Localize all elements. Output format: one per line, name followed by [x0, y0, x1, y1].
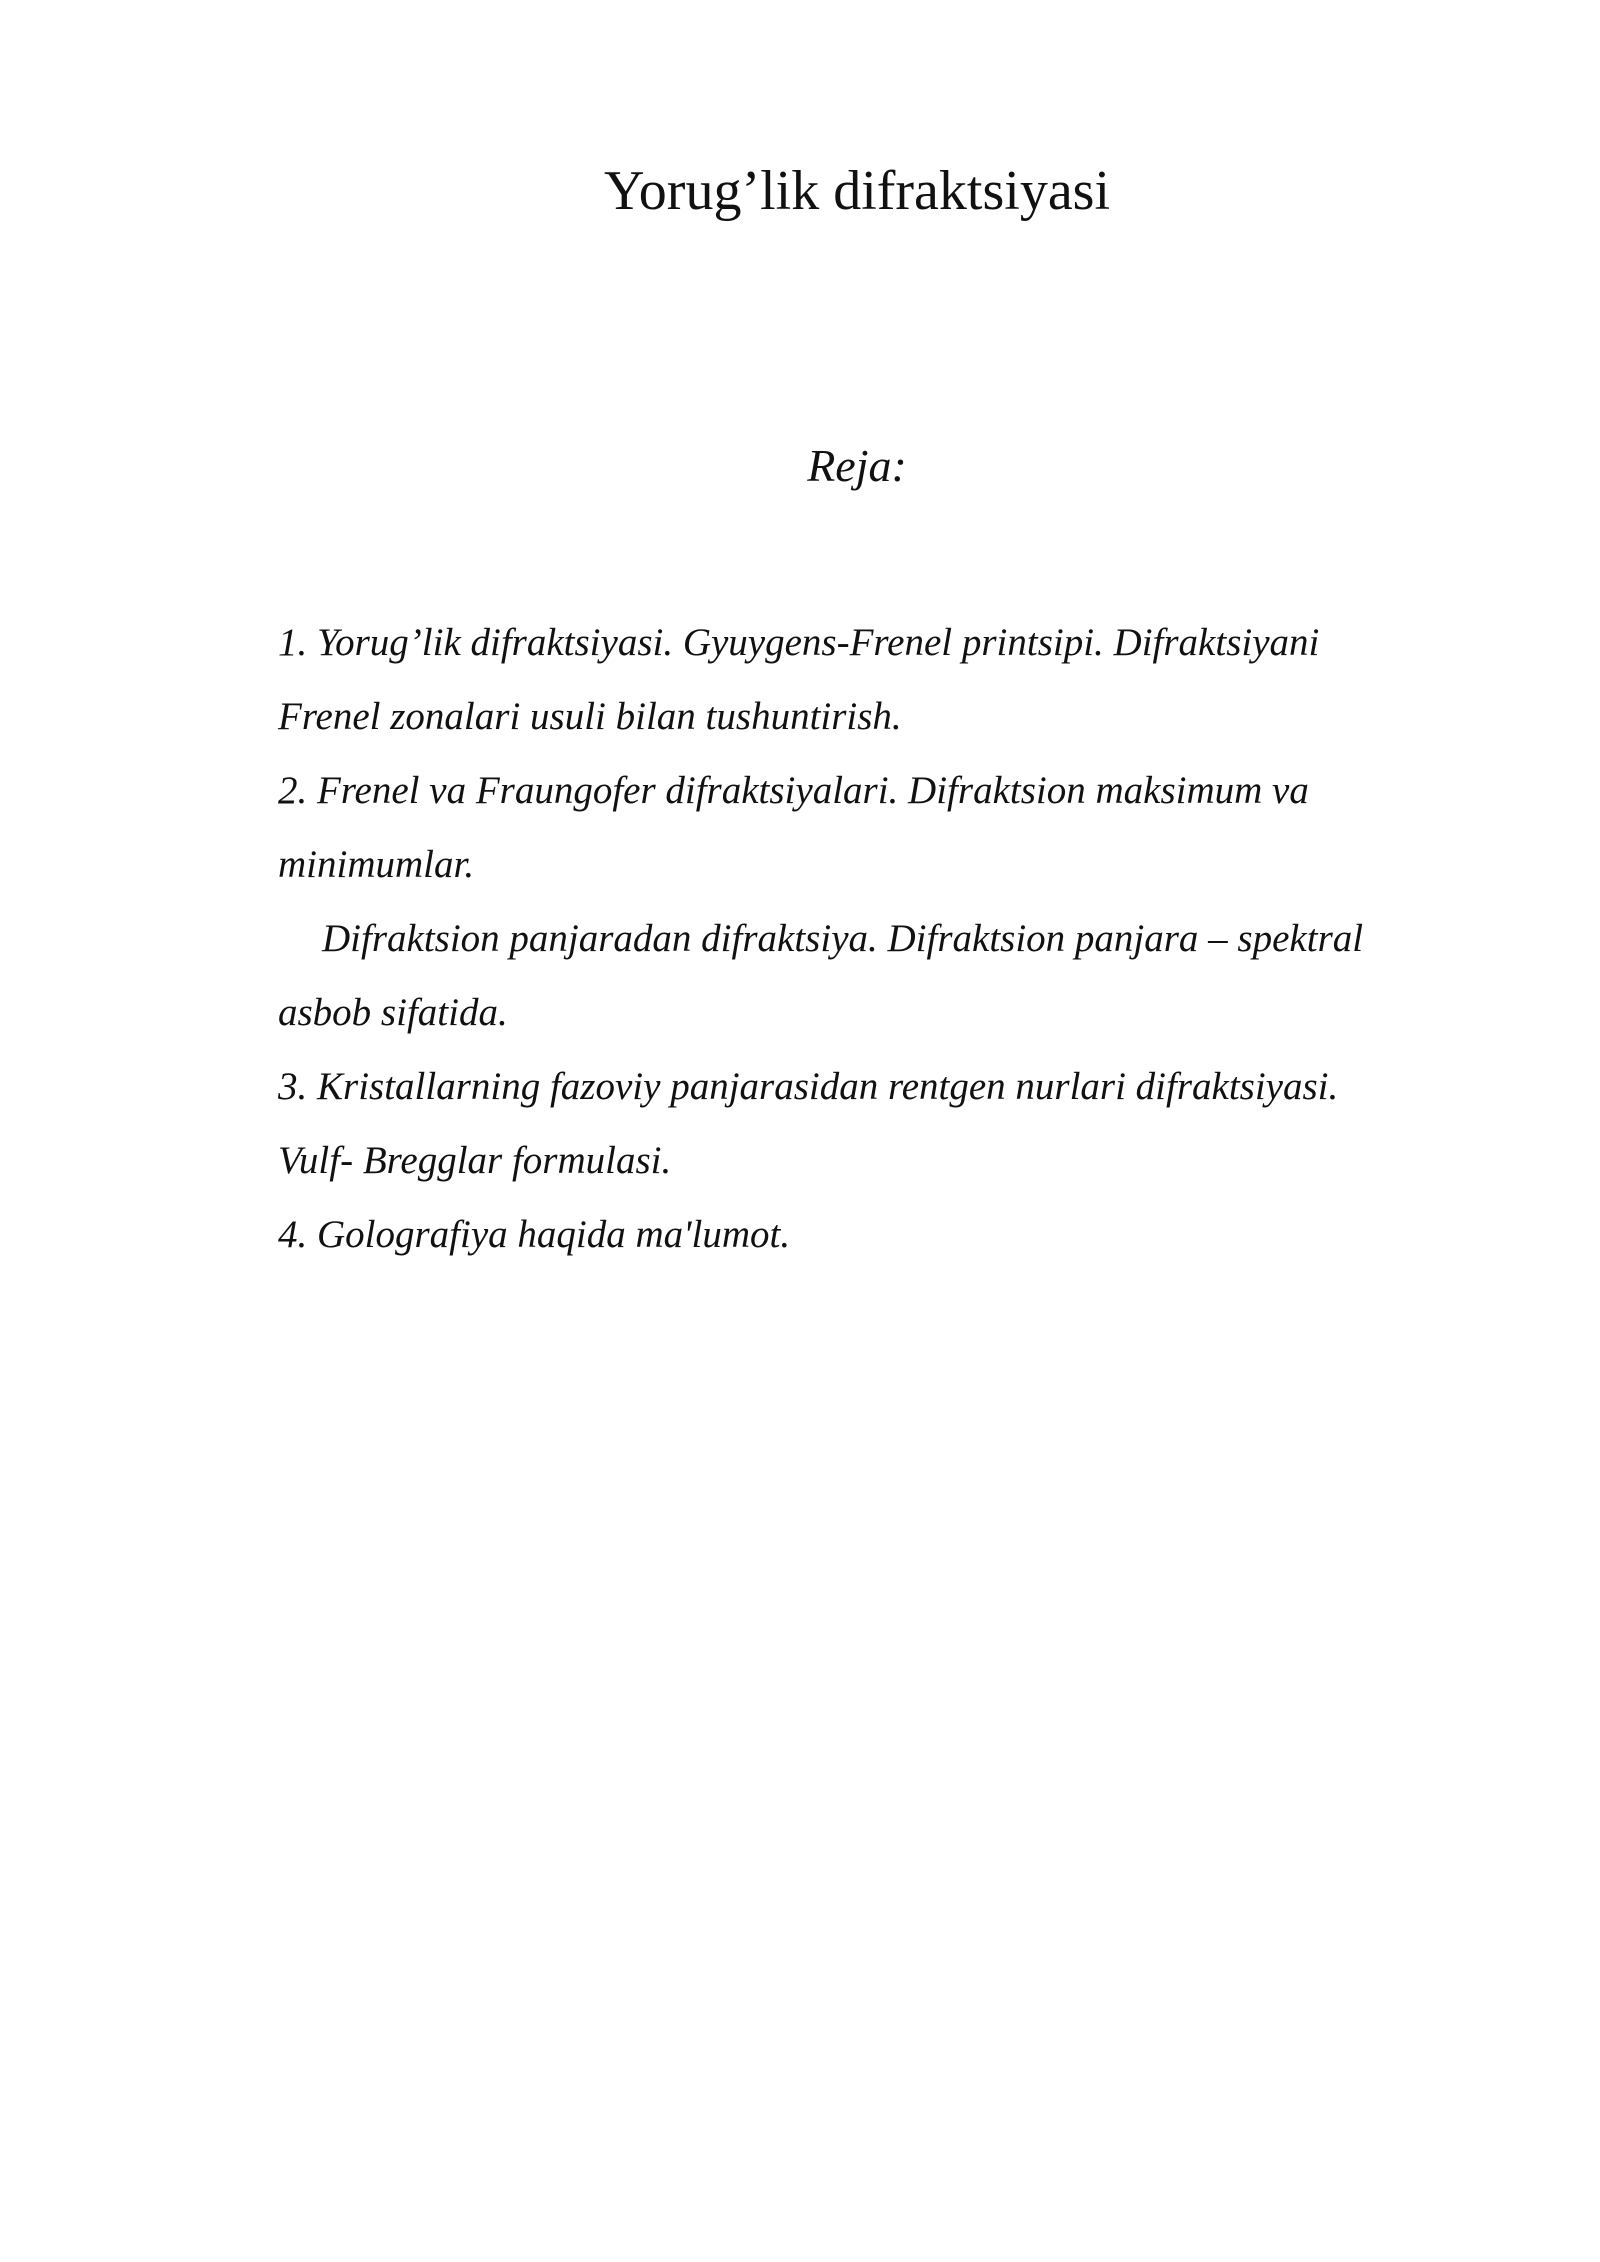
plan-line: 1. Yorug’lik difraktsiyasi. Gyuygens-Frenel printsipi. Difraktsiyani: [278, 621, 1320, 664]
plan-line: Vulf- Bregglar formulasi.: [278, 1139, 672, 1182]
plan-line: Difraktsion panjaradan difraktsiya. Difraktsion panjara – spektral: [322, 917, 1364, 960]
plan-line: 4. Golografiya haqida ma'lumot.: [278, 1213, 791, 1256]
plan-heading: Reja:: [807, 440, 907, 491]
plan-list: [278, 606, 1478, 1272]
plan-line: Frenel zonalari usuli bilan tushuntirish.: [278, 695, 902, 738]
plan-line: 2. Frenel va Fraungofer difraktsiyalari. Difraktsion maksimum va: [278, 769, 1309, 812]
plan-line: 3. Kristallarning fazoviy panjarasidan rentgen nurlari difraktsiyasi.: [278, 1065, 1339, 1108]
plan-line: asbob sifatida.: [278, 991, 508, 1034]
plan-line: minimumlar.: [278, 843, 475, 886]
document-title: Yorug’lik difraktsiyasi: [603, 160, 1111, 222]
